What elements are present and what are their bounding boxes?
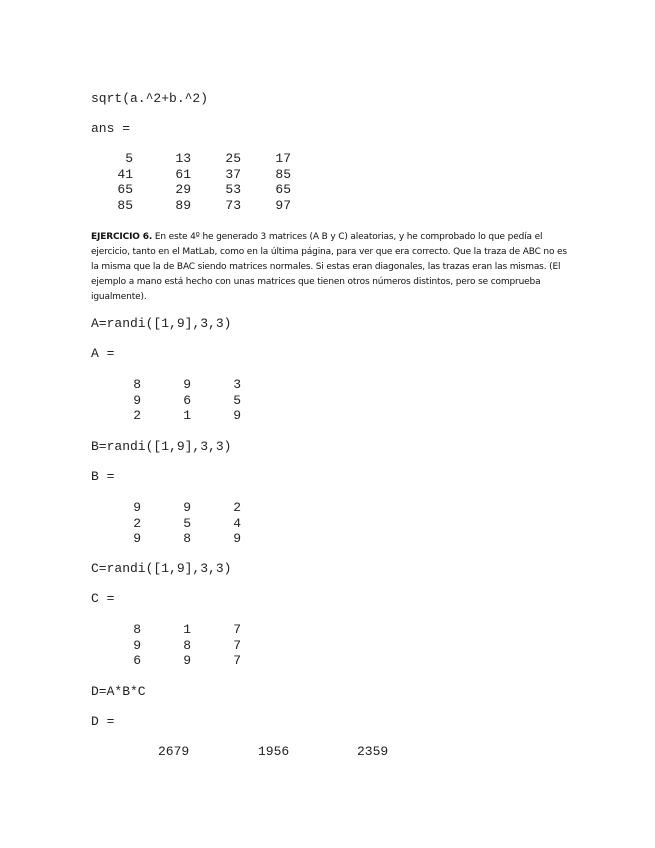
matrix-cell: 1 [183, 622, 191, 637]
matrix-row [91, 198, 311, 214]
matrix-cell: 85 [117, 197, 133, 213]
matrix-cell: 3 [233, 377, 241, 392]
matrix-cell: 2 [133, 408, 141, 423]
matrix-d-cell: 2679 [158, 744, 190, 759]
matrix-cell: 7 [233, 622, 241, 637]
matrix-row [91, 653, 261, 669]
matrix-cell: 2 [233, 500, 241, 515]
matrix-row [91, 531, 261, 547]
matrix-cell: 6 [183, 392, 191, 408]
matrix-cell: 9 [133, 637, 141, 653]
matrix-cell: 9 [233, 531, 241, 546]
matrix-cell: 9 [133, 500, 141, 515]
b-label: B = [91, 469, 115, 484]
matrix-cell: 61 [175, 166, 191, 182]
matrix-cell: 4 [233, 515, 241, 531]
matrix-cell: 37 [225, 166, 241, 182]
matrix-cell: 8 [183, 531, 191, 546]
a-label: A = [91, 346, 115, 361]
matrix-cell: 9 [183, 500, 191, 515]
d-label: D = [91, 714, 115, 729]
matrix-cell: 25 [225, 151, 241, 166]
matrix-cell: 17 [275, 151, 291, 166]
randi-a-command-line: A=randi([1,9],3,3) [91, 316, 232, 331]
matrix-c [91, 622, 261, 669]
matrix-cell: 9 [183, 377, 191, 392]
matrix-cell: 41 [117, 166, 133, 182]
matrix-cell: 9 [183, 653, 191, 668]
matrix-cell: 89 [175, 197, 191, 213]
ans-label: ans = [91, 121, 131, 136]
matrix-a [91, 377, 261, 424]
matrix-d-cell: 2359 [357, 744, 389, 759]
matrix-d-cell: 1956 [258, 744, 290, 759]
matrix-cell: 9 [133, 392, 141, 408]
exercise-text: En este 4º he generado 3 matrices (A B y C) aleatorias, y he comprobado lo que pedía el ejercicio, tanto en el MatLab, como en la última página, para ver que era correcto. Que la traza de ABC no es la misma que la de BAC siendo matrices normales. Si estas eran diagonales, las trazas eran las mismas. (El ejemplo a mano está hecho con unas matrices que tienen otros números distintos, pero se comprueba igualmente). [91, 232, 567, 302]
matrix-cell: 85 [275, 166, 291, 182]
matrix-cell: 5 [183, 515, 191, 531]
matrix-cell: 8 [183, 637, 191, 653]
matrix-cell: 13 [175, 151, 191, 166]
exercise-heading: EJERCICIO 6. [91, 232, 153, 242]
matrix-cell: 7 [233, 653, 241, 668]
matrix-cell: 7 [233, 637, 241, 653]
matrix-cell: 9 [233, 408, 241, 423]
matrix-cell: 53 [225, 182, 241, 197]
ans-matrix [91, 151, 311, 213]
matrix-cell: 97 [275, 197, 291, 213]
matrix-cell: 8 [133, 377, 141, 392]
d-command-line: D=A*B*C [91, 684, 146, 699]
matrix-cell: 73 [225, 197, 241, 213]
matrix-cell: 6 [133, 653, 141, 668]
matrix-row [91, 377, 261, 393]
matrix-row [91, 408, 261, 424]
matrix-row [91, 516, 261, 532]
matrix-row [91, 500, 261, 516]
matrix-cell: 65 [117, 182, 133, 197]
matrix-b [91, 500, 261, 547]
matrix-row [91, 167, 311, 183]
matrix-cell: 1 [183, 408, 191, 423]
sqrt-command-line: sqrt(a.^2+b.^2) [91, 91, 209, 106]
matrix-cell: 5 [233, 392, 241, 408]
matrix-cell: 8 [133, 622, 141, 637]
matrix-row [91, 393, 261, 409]
matrix-row [91, 182, 311, 198]
exercise-6-paragraph [91, 230, 571, 305]
randi-b-command-line: B=randi([1,9],3,3) [91, 439, 232, 454]
matrix-cell: 65 [275, 182, 291, 197]
randi-c-command-line: C=randi([1,9],3,3) [91, 561, 232, 576]
matrix-row [91, 622, 261, 638]
matrix-cell: 5 [125, 151, 133, 166]
matrix-cell: 9 [133, 531, 141, 546]
matrix-cell: 29 [175, 182, 191, 197]
matrix-cell: 2 [133, 515, 141, 531]
c-label: C = [91, 591, 115, 606]
matrix-row [91, 151, 311, 167]
matrix-row [91, 638, 261, 654]
